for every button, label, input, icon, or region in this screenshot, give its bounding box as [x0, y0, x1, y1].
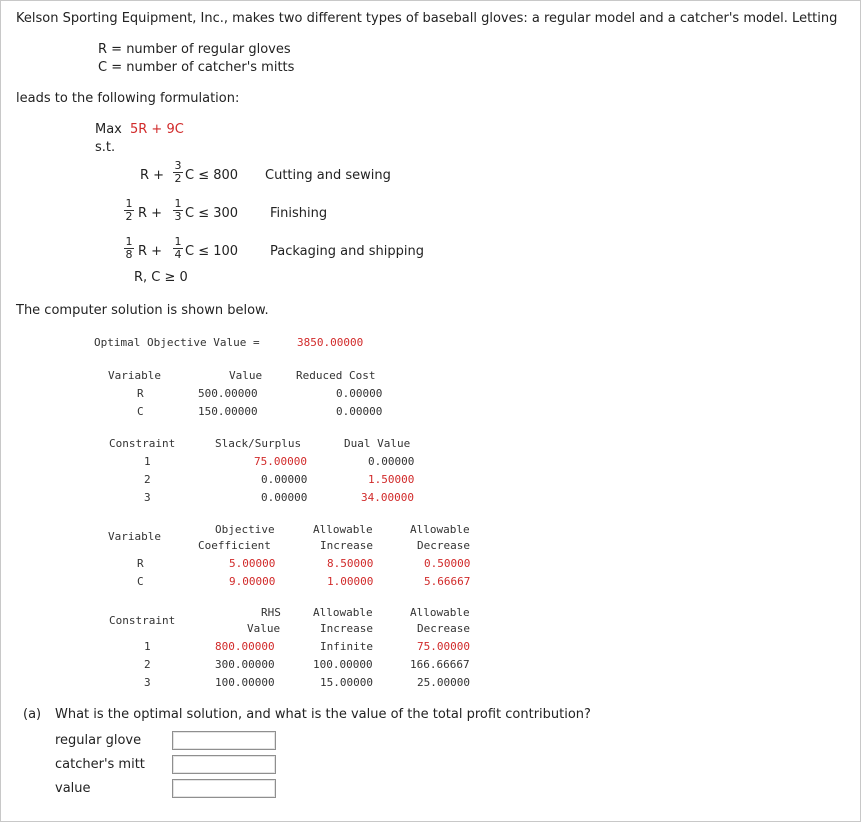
allowable-decrease-header: Decrease: [417, 622, 470, 635]
constraint-number: 3: [144, 491, 151, 504]
max-label: Max: [95, 122, 122, 137]
constraint3-r-fraction: [124, 236, 134, 261]
allowable-increase-header: Allowable: [313, 606, 373, 619]
optimal-objective-label: Optimal Objective Value =: [94, 336, 260, 349]
optimal-objective-value: 3850.00000: [297, 336, 364, 349]
regular-glove-input[interactable]: [172, 731, 276, 750]
rhs-value: 800.00000: [215, 640, 275, 653]
allowable-increase: 1.00000: [327, 575, 374, 588]
fraction-denominator: 2: [174, 172, 182, 185]
fraction-denominator: 8: [125, 248, 133, 261]
coefficient-header: Coefficient: [198, 539, 271, 552]
dual-value: 1.50000: [368, 473, 415, 486]
constraint-number: 2: [144, 658, 151, 671]
fraction-numerator: 3: [174, 159, 182, 172]
constraint-number: 2: [144, 473, 151, 486]
fraction-numerator: 1: [125, 197, 133, 210]
leads-text: leads to the following formulation:: [16, 91, 240, 106]
constraint1-fraction: [173, 160, 183, 185]
rhs-value: 300.00000: [215, 658, 275, 671]
nonnegativity: R, C ≥ 0: [134, 270, 188, 285]
allowable-decrease: 75.00000: [417, 640, 470, 653]
slack-value: 0.00000: [261, 491, 308, 504]
allowable-decrease: 166.66667: [410, 658, 470, 671]
allowable-decrease-header: Decrease: [417, 539, 470, 552]
question-text: What is the optimal solution, and what is the value of the total profit contribution?: [55, 707, 591, 722]
variable-value: 150.00000: [198, 405, 258, 418]
variable-name: C: [137, 405, 144, 418]
reduced-cost-header: Reduced Cost: [296, 369, 376, 382]
reduced-cost: 0.00000: [336, 405, 383, 418]
constraint3-r: R +: [138, 244, 163, 259]
objective-coefficient: 5.00000: [229, 557, 276, 570]
reduced-cost: 0.00000: [336, 387, 383, 400]
allowable-decrease: 25.00000: [417, 676, 470, 689]
constraint2-r: R +: [138, 206, 163, 221]
subject-to-label: s.t.: [95, 140, 116, 155]
definition-c: C = number of catcher's mitts: [98, 60, 295, 75]
slack-value: 0.00000: [261, 473, 308, 486]
constraint2-r-fraction: [124, 198, 134, 223]
objective-function: 5R + 9C: [130, 122, 184, 137]
constraint3-rhs: C ≤ 100: [185, 244, 239, 259]
allowable-increase-header: Allowable: [313, 523, 373, 536]
allowable-increase: 100.00000: [313, 658, 373, 671]
allowable-increase: 8.50000: [327, 557, 374, 570]
fraction-numerator: 1: [174, 235, 182, 248]
constraint2-rhs: C ≤ 300: [185, 206, 239, 221]
slack-value: 75.00000: [254, 455, 307, 468]
variable-name: R: [137, 387, 144, 400]
fraction-numerator: 1: [125, 235, 133, 248]
constraint3-c-fraction: [173, 236, 183, 261]
catchers-mitt-label: catcher's mitt: [55, 757, 145, 772]
fraction-denominator: 3: [174, 210, 182, 223]
slack-surplus-header: Slack/Surplus: [215, 437, 302, 450]
allowable-increase: Infinite: [320, 640, 373, 653]
total-value-label: value: [55, 781, 91, 796]
constraint-header: Constraint: [109, 614, 176, 627]
objective-header: Objective: [215, 523, 275, 536]
constraint-number: 3: [144, 676, 151, 689]
constraint1-rhs: C ≤ 800: [185, 168, 239, 183]
variable-value: 500.00000: [198, 387, 258, 400]
definition-r: R = number of regular gloves: [98, 42, 291, 57]
constraint3-name: Packaging and shipping: [270, 244, 424, 259]
constraint1-r: R +: [140, 168, 165, 183]
fraction-denominator: 4: [174, 248, 182, 261]
dual-value-header: Dual Value: [344, 437, 411, 450]
allowable-decrease-header: Allowable: [410, 523, 470, 536]
constraint1-name: Cutting and sewing: [265, 168, 391, 183]
dual-value: 0.00000: [368, 455, 415, 468]
constraint-header: Constraint: [109, 437, 176, 450]
variable-name: R: [137, 557, 144, 570]
allowable-decrease-header: Allowable: [410, 606, 470, 619]
catchers-mitt-input[interactable]: [172, 755, 276, 774]
allowable-decrease: 5.66667: [424, 575, 471, 588]
total-value-input[interactable]: [172, 779, 276, 798]
fraction-denominator: 2: [125, 210, 133, 223]
dual-value: 34.00000: [361, 491, 414, 504]
constraint-number: 1: [144, 640, 151, 653]
allowable-decrease: 0.50000: [424, 557, 471, 570]
variable-header: Variable: [108, 530, 161, 543]
allowable-increase: 15.00000: [320, 676, 373, 689]
rhs-value: 100.00000: [215, 676, 275, 689]
regular-glove-label: regular glove: [55, 733, 142, 748]
intro-text: Kelson Sporting Equipment, Inc., makes two different types of baseball gloves: a regular model and a catcher's model. Letting: [16, 11, 838, 26]
variable-name: C: [137, 575, 144, 588]
variable-header: Variable: [108, 369, 161, 382]
allowable-increase-header: Increase: [320, 622, 373, 635]
value-header: Value: [247, 622, 281, 635]
constraint2-c-fraction: [173, 198, 183, 223]
objective-coefficient: 9.00000: [229, 575, 276, 588]
value-header: Value: [229, 369, 263, 382]
constraint2-name: Finishing: [270, 206, 328, 221]
computer-solution-text: The computer solution is shown below.: [16, 303, 269, 318]
fraction-numerator: 1: [174, 197, 182, 210]
question-label: (a): [23, 707, 42, 722]
allowable-increase-header: Increase: [320, 539, 373, 552]
rhs-header: RHS: [261, 606, 281, 619]
constraint-number: 1: [144, 455, 151, 468]
